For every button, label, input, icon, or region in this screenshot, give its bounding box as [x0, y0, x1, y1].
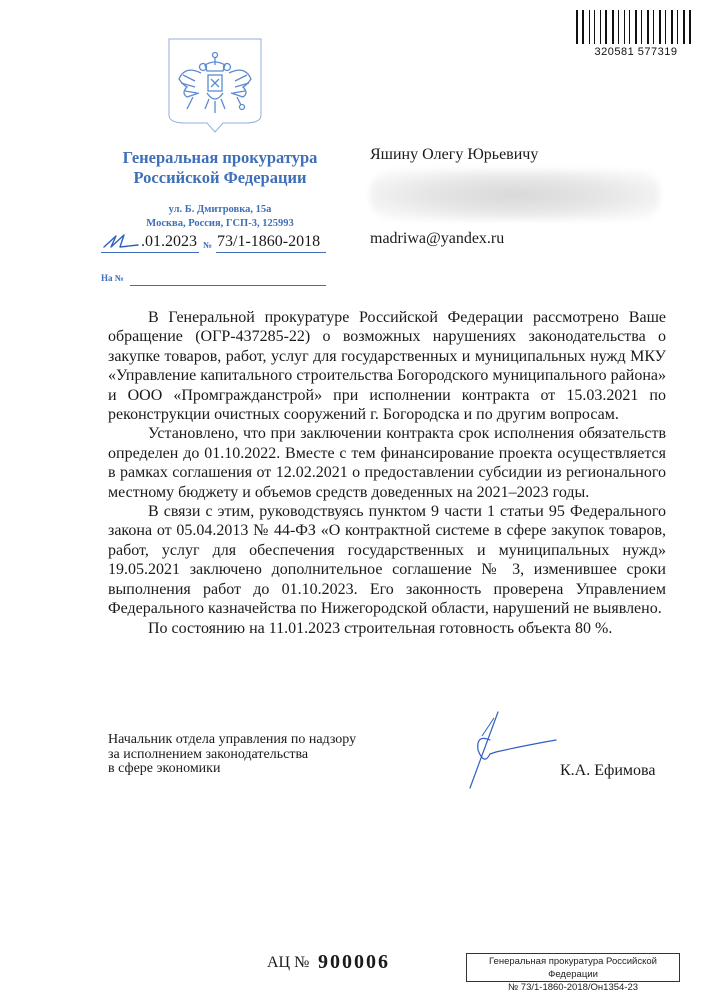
barcode-bar — [605, 10, 607, 44]
barcode-bar — [671, 10, 673, 44]
date-underline — [101, 252, 199, 253]
registration-stamp-line: № 73/1-1860-2018/Он1354-23 — [507, 982, 639, 993]
body-paragraph: В связи с этим, руководствуясь пунктом 9 части 1 статьи 95 Федерального закона от 05.04.2013 № 44-ФЗ «О контрактной системе в сфере закупок товаров, работ, услуг для обеспечения государственных и муниципальных нужд» 19.05.2021 заключено дополнительное соглашение № 3, изменившее сроки выполнения работ до 01.10.2023. Его законность проверена Управлением Федерального казначейства по Нижегородской области, нарушений не выявлено. — [108, 503, 666, 618]
barcode-bar — [659, 10, 661, 44]
recipient-email: madriwa@yandex.ru — [370, 230, 505, 247]
body-paragraph: По состоянию на 11.01.2023 строительная готовность объекта 80 %. — [148, 619, 613, 637]
barcode-bar — [665, 10, 666, 44]
signer-title-line: за исполнением законодательства — [108, 746, 309, 762]
barcode-bar — [647, 10, 649, 44]
barcode-bar — [653, 10, 654, 44]
org-address — [90, 203, 350, 231]
letter-body — [108, 308, 666, 638]
barcode-bar — [689, 10, 691, 44]
barcode-bar — [641, 10, 642, 44]
barcode-bar — [600, 10, 601, 44]
body-paragraph: В Генеральной прокуратуре Российской Федерации рассмотрено Ваше обращение (ОГР-437285-22) о возможных нарушениях законодательства о закупке товаров, работ, услуг для государственных и муниципальных нужд МКУ «Управление капитального строительства Богородского муниципального района» и ООО «Промгражданстрой» при исполнении контракта от 15.03.2021 по реконструкции очистных сооружений г. Богородска и по другим вопросам. — [108, 309, 666, 424]
barcode-digits: 320581 577319 — [594, 46, 678, 58]
address-line: Москва, Россия, ГСП-3, 125993 — [146, 218, 294, 229]
reference-label: На № — [101, 273, 124, 283]
russian-coat-of-arms-icon — [165, 35, 265, 135]
number-underline — [216, 252, 326, 253]
barcode-bar — [618, 10, 619, 44]
barcode-bar — [624, 10, 625, 44]
recipient-name: Яшину Олегу Юрьевичу — [370, 146, 539, 163]
barcode — [576, 10, 696, 56]
signer-title-line: Начальник отдела управления по надзору — [108, 732, 357, 747]
org-name-line: Генеральная прокуратура — [122, 148, 318, 167]
barcode-bar — [677, 10, 678, 44]
barcode-bar — [589, 10, 590, 44]
signer-name: К.А. Ефимова — [560, 762, 656, 779]
registration-stamp-line: Генеральная прокуратура Российской Федерации — [489, 956, 657, 980]
address-line: ул. Б. Дмитровка, 15а — [168, 204, 272, 215]
body-paragraph: Установлено, что при заключении контракта срок исполнения обязательств определен до 01.10.2022. Вместе с тем финансирование проекта осуществляется в рамках соглашения от 12.02.2021 о предоставлении субсидии из регионального местному бюджету и объемов средств доведенных на 2021–2023 годы. — [108, 425, 666, 501]
document-date: .01.2023 — [141, 233, 197, 250]
ac-label: АЦ № — [267, 954, 310, 971]
redacted-address — [370, 170, 660, 220]
signer-title-line: в сфере экономики — [108, 761, 221, 776]
barcode-bar — [683, 10, 685, 44]
org-name-line: Российской Федерации — [133, 168, 307, 187]
registration-stamp — [466, 953, 680, 993]
barcode-bars — [576, 10, 696, 44]
barcode-bar — [582, 10, 584, 44]
org-name — [90, 148, 350, 188]
date-handwritten-day — [102, 233, 142, 251]
barcode-bar — [629, 10, 630, 44]
handwritten-signature — [450, 710, 560, 790]
document-number: 73/1-1860-2018 — [217, 233, 321, 250]
barcode-bar — [612, 10, 614, 44]
reference-underline — [130, 285, 326, 286]
number-label: № — [203, 240, 213, 250]
barcode-bar — [635, 10, 637, 44]
barcode-bar — [594, 10, 595, 44]
ac-number: 900006 — [318, 951, 390, 973]
signer-title — [108, 733, 408, 777]
barcode-bar — [576, 10, 578, 44]
